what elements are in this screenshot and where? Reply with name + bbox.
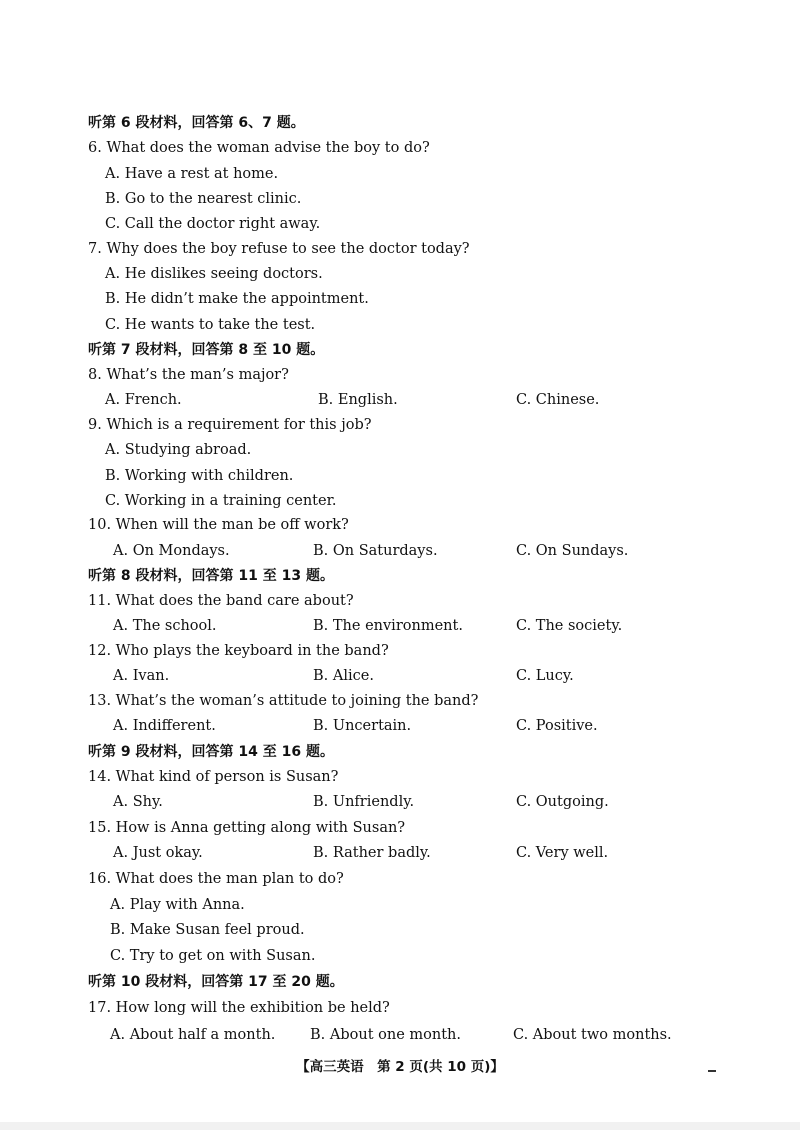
question-stem: 9. Which is a requirement for this job?: [88, 417, 372, 433]
answer-option: A. Indifferent.: [113, 718, 216, 734]
answer-option: A. Have a rest at home.: [105, 166, 279, 182]
section-heading: 听第 6 段材料，回答第 6、7 题。: [88, 115, 305, 131]
answer-option: B. Make Susan feel proud.: [110, 922, 305, 938]
answer-option: C. The society.: [516, 618, 623, 634]
answer-option: C. Positive.: [516, 718, 598, 734]
question-stem: 15. How is Anna getting along with Susan?: [88, 820, 406, 836]
answer-option: C. Outgoing.: [516, 794, 609, 810]
answer-option: A. He dislikes seeing doctors.: [105, 266, 323, 282]
section-heading: 听第 9 段材料，回答第 14 至 16 题。: [88, 744, 334, 760]
answer-option: B. Rather badly.: [313, 845, 431, 861]
answer-option: C. Very well.: [516, 845, 609, 861]
answer-option: C. Call the doctor right away.: [105, 216, 321, 232]
question-stem: 10. When will the man be off work?: [88, 517, 349, 533]
answer-option: A. Ivan.: [113, 668, 170, 684]
answer-option: B. About one month.: [310, 1027, 461, 1043]
section-heading: 听第 10 段材料，回答第 17 至 20 题。: [88, 974, 344, 990]
answer-option: B. Go to the nearest clinic.: [105, 191, 302, 207]
answer-option: C. Chinese.: [516, 392, 600, 408]
answer-option: B. He didn’t make the appointment.: [105, 291, 369, 307]
answer-option: B. Working with children.: [105, 468, 294, 484]
answer-option: C. Lucy.: [516, 668, 574, 684]
answer-option: B. Uncertain.: [313, 718, 412, 734]
answer-option: A. Play with Anna.: [110, 897, 245, 913]
answer-option: A. Shy.: [113, 794, 163, 810]
answer-option: C. On Sundays.: [516, 543, 629, 559]
question-stem: 7. Why does the boy refuse to see the doctor today?: [88, 241, 470, 257]
answer-option: A. French.: [105, 392, 182, 408]
scan-mark: [708, 1070, 716, 1072]
question-stem: 6. What does the woman advise the boy to do?: [88, 140, 430, 156]
page-footer: 【高三英语 第 2 页(共 10 页)】: [296, 1059, 504, 1075]
answer-option: A. The school.: [113, 618, 217, 634]
page-bottom-edge: [0, 1122, 800, 1130]
answer-option: B. On Saturdays.: [313, 543, 438, 559]
answer-option: B. Alice.: [313, 668, 374, 684]
question-stem: 16. What does the man plan to do?: [88, 871, 344, 887]
answer-option: C. Try to get on with Susan.: [110, 948, 316, 964]
answer-option: A. About half a month.: [110, 1027, 276, 1043]
question-stem: 14. What kind of person is Susan?: [88, 769, 339, 785]
answer-option: C. Working in a training center.: [105, 493, 337, 509]
question-stem: 13. What’s the woman’s attitude to joining the band?: [88, 693, 479, 709]
answer-option: C. About two months.: [513, 1027, 672, 1043]
answer-option: A. Just okay.: [113, 845, 203, 861]
question-stem: 11. What does the band care about?: [88, 593, 354, 609]
answer-option: A. On Mondays.: [113, 543, 230, 559]
answer-option: B. English.: [318, 392, 398, 408]
question-stem: 17. How long will the exhibition be held?: [88, 1000, 390, 1016]
answer-option: C. He wants to take the test.: [105, 317, 316, 333]
answer-option: B. Unfriendly.: [313, 794, 415, 810]
answer-option: B. The environment.: [313, 618, 463, 634]
question-stem: 8. What’s the man’s major?: [88, 367, 289, 383]
section-heading: 听第 7 段材料，回答第 8 至 10 题。: [88, 342, 325, 358]
answer-option: A. Studying abroad.: [105, 442, 252, 458]
section-heading: 听第 8 段材料，回答第 11 至 13 题。: [88, 568, 334, 584]
question-stem: 12. Who plays the keyboard in the band?: [88, 643, 389, 659]
